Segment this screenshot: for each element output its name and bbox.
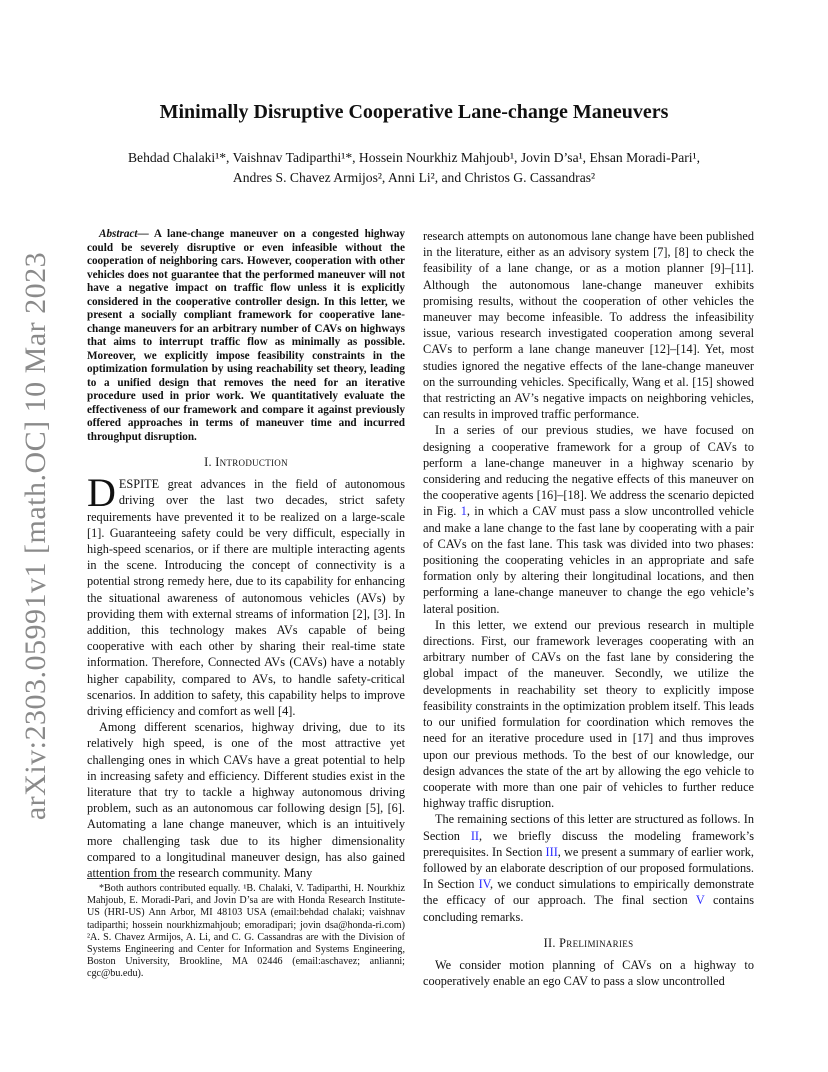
p4-text-e: contains concluding remarks. [423,893,755,924]
author-line-2: Andres S. Chavez Armijos², Anni Li², and Christos G. Cassandras² [232,170,596,185]
abstract [87,228,405,444]
right-paragraph-5: We consider motion planning of CAVs on a highway to cooperatively enable an ego CAV to pass a slow uncontrolled [423,957,754,989]
footnote-text: *Both authors contributed equally. ¹B. Chalaki, V. Tadiparthi, H. Nourkhiz Mahjoub, E. Moradi-Pari, and Jovin D’sa are with Honda Research Institute-US (HRI-US) Ann Arbor, MI 48103 USA (email:behdad chalaki; vaishnav tadiparthi; hossein nourkhizmahjoub; emoradipari; jovin dsa@honda-ri.com) ²A. S. Chavez Armijos, A. Li, and C. G. Cassandras are with the Division of Systems Engineering and Center for Information and Systems Engineering, Boston University, Brookline, MA 02446 (email:aschavez; anlianni; cgc@bu.edu). [87,883,405,980]
p4-text-d: , we conduct simulations to empirically demonstrate the efficacy of our approach. The final section [423,877,754,908]
p4-text-a: The remaining sections of this letter are structured as follows. In Section [423,812,754,843]
author-list [60,148,768,188]
section-ref-link-4[interactable]: IV [478,877,490,892]
figure-ref-link[interactable]: 1 [460,504,467,519]
right-paragraph-2 [423,422,754,616]
arxiv-sidebar [16,0,56,1072]
arxiv-identifier: arXiv:2303.05991v1 [math.OC] 10 Mar 2023 [19,251,53,821]
section-ref-link-3[interactable]: III [545,844,558,859]
section-ref-link-5[interactable]: V [695,893,705,908]
section-heading-preliminaries: II. Preliminaries [543,935,634,950]
author-line-1: Behdad Chalaki¹*, Vaishnav Tadiparthi¹*, Hossein Nourkhiz Mahjoub¹, Jovin D’sa¹, Ehsan Moradi-Pari¹, [127,150,701,165]
right-column [423,228,754,989]
right-paragraph-2-text-b: , in which a CAV must pass a slow uncontrolled vehicle and make a lane change to the fast lane by cooperating with a pair of CAVs on the fast lane. This task was divided into two phases: positioning the cooperating vehicles in an appropriate and safe formation only by altering their longitudinal locations, and then performing a lane-change maneuver to change the ego vehicle’s lateral position. [423,504,754,616]
p4-text-b: , we briefly discuss the modeling framework’s prerequisites. In Section [423,828,754,859]
right-paragraph-2-text-a: In a series of our previous studies, we have focused on designing a cooperative framework for a group of CAVs to perform a lane-change maneuver in a highway scenario by considering and reducing the negative effects of this maneuver on the cooperative agents [16]–[18]. We address the scenario depicted in Fig. [423,423,754,519]
right-paragraph-3: In this letter, we extend our previous research in multiple directions. First, our framework leverages cooperating with an arbitrary number of CAVs on the fast lane by considering the global impact of the maneuver. Secondly, we utilize the developments in reachability set theory to explicitly impose feasibility constraints in the optimization problem itself. This leads to our unified formulation for coordination which removes the need for an iterative procedure used in [17] and thus improves upon our previous methods. To the best of our knowledge, our design advances the state of the art by allowing the ego vehicle to cooperate with more than one pair of vehicles to further reduce highway traffic disruption. [423,617,754,811]
p4-text-c: , we present a summary of earlier work, followed by an elaborate description of our proposed formulations. In Section [423,844,754,892]
right-paragraph-1: research attempts on autonomous lane change have been published in the literature, either as an advisory system [7], [8] to check the feasibility of a lane change, or as a motion planner [9]–[11]. Although the autonomous lane-change maneuver exhibits promising results, without the cooperation of other vehicles the maneuver may become infeasible. To address the infeasibility issue, various research investigated cooperation among several CAVs to perform a lane change maneuver [12]–[14]. Yet, most studies ignored the negative effects of the lane-change maneuver on the surrounding vehicles. Specifically, Wang et al. [15] showed that restricting an AV’s negative impacts on neighboring vehicles, can results in improved traffic performance. [423,229,754,422]
section-ref-link-2[interactable]: II [470,828,480,843]
drop-cap: D [87,470,116,516]
intro-paragraph-2: Among different scenarios, highway driving, due to its relatively high speed, is one of the most attractive yet challenging ones in which CAVs have a great potential to help in increasing safety and efficiency. Different studies exist in the literature that try to tackle a highway autonomous driving problem, such as an autonomous car following design [5], [6]. Automating a lane change maneuver, which is an intuitively more challenging task due to its higher dimensionality compared to a longitudinal maneuver design, has also gained attention from the research community. Many [87,720,405,881]
left-column [87,228,405,881]
abstract-text: — A lane-change maneuver on a congested highway could be severely disruptive or even infeasible without the cooperation of neighboring cars. However, cooperation with other vehicles does not guarantee that the performed maneuver will not have a negative impact on traffic flow unless it is explicitly considered in the cooperative controller design. In this letter, we present a socially compliant framework for cooperative lane-change maneuvers for an arbitrary number of CAVs on highways that aims to interrupt traffic flow as minimally as possible. Moreover, we explicitly impose feasibility constraints in the optimization formulation by using reachability set theory, leading to a unified design that removes the need for an iterative procedure used in prior work. We quantitatively evaluate the effectiveness of our framework and compare it against previously offered approaches in terms of maneuver time and incurred throughput disruption. [87,228,405,443]
right-paragraph-4 [423,811,754,924]
footnote [87,878,405,981]
abstract-label: Abstract [99,228,138,240]
intro-paragraph-1 [87,470,405,719]
paper-title: Minimally Disruptive Cooperative Lane-change Maneuvers [159,101,669,123]
intro-paragraph-1-text: ESPITE great advances in the field of autonomous driving over the last two decades, strict safety requirements have prevented it to be realized on a large-scale [1]. Guaranteeing safety could be very difficult, especially in high-speed scenarios, or if there are multiple interacting agents in the scene. Introducing the concept of connectivity is a potential strong remedy here, due to its capability for enhancing the situational awareness of autonomous vehicles (AVs) by providing them with external streams of information [2], [3]. In addition, this technology makes AVs capable of being cooperative with each other by sharing their real-time state information. Therefore, Connected AVs (CAVs) have a notably higher capability, compared to AVs, to handle safety-critical scenarios. In addition to safety, this capability helps to improve driving efficiency and comfort as well [4]. [87,477,405,719]
footnote-rule [87,878,171,879]
section-heading-introduction: I. Introduction [204,455,288,469]
